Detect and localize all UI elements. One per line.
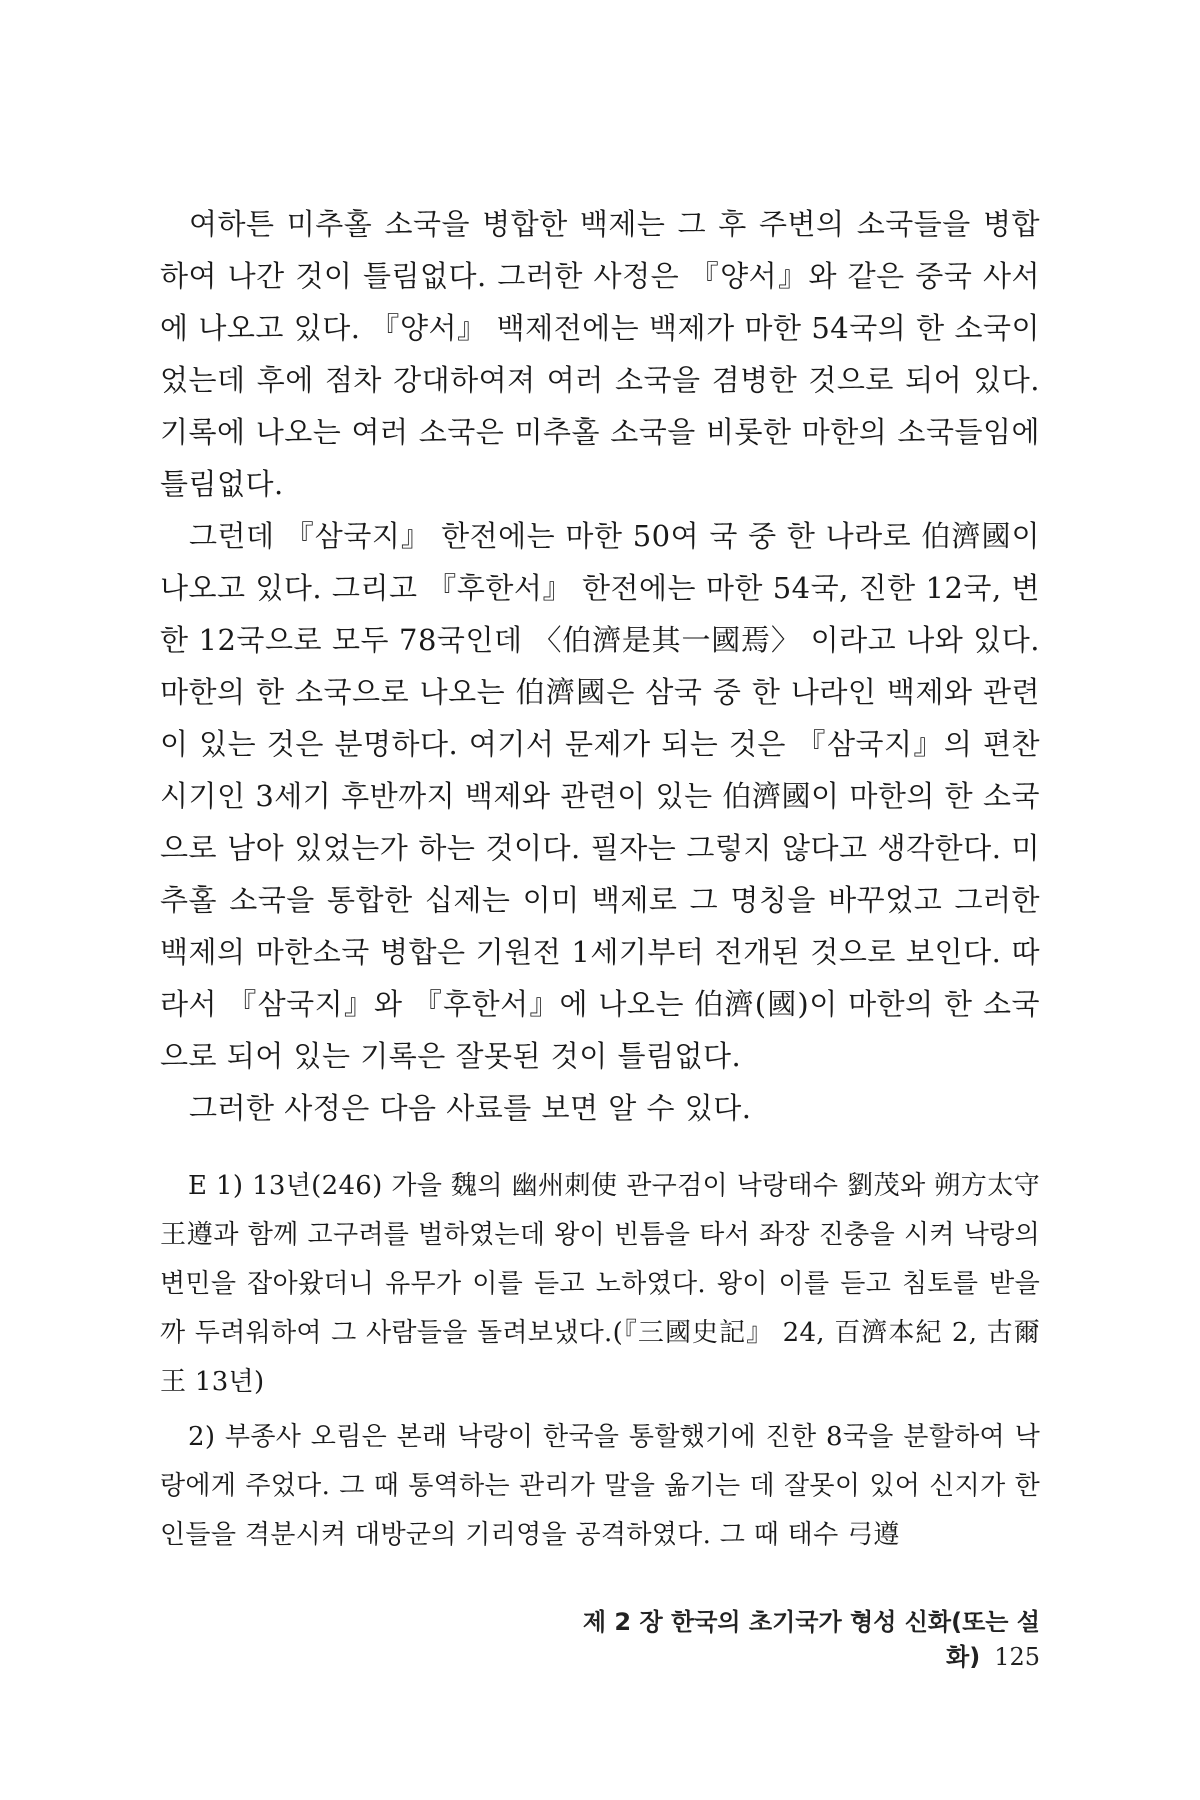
quote-e1: E 1) 13년(246) 가을 魏의 幽州刺使 관구검이 낙랑태수 劉茂와 朔方太守 王遵과 함께 고구려를 벌하였는데 왕이 빈틈을 타서 좌장 진충을 시켜 낙랑의 변민을 잡아왔더니 유무가 이를 듣고 노하였다. 왕이 이를 듣고 침토를 받을까 두려워하여 그 사람들을 돌려보냈다.(『三國史記』 24, 百濟本紀 2, 古爾王 13년) [160, 1171, 1040, 1397]
source-quotes [160, 1162, 1040, 1560]
chapter-title: 제 2 장 한국의 초기국가 형성 신화(또는 설화) [582, 1608, 1040, 1671]
page-footer [500, 1602, 1040, 1672]
paragraph-3: 그러한 사정은 다음 사료를 보면 알 수 있다. [189, 1091, 752, 1125]
paragraph-1: 여하튼 미추홀 소국을 병합한 백제는 그 후 주변의 소국들을 병합하여 나간 것이 틀림없다. 그러한 사정은 『양서』와 같은 중국 사서에 나오고 있다. 『양서』 백제전에는 백제가 마한 54국의 한 소국이었는데 후에 점차 강대하여져 여러 소국을 겸병한 것으로 되어 있다. 기록에 나오는 여러 소국은 미추홀 소국을 비롯한 마한의 소국들임에 틀림없다. [160, 207, 1040, 501]
quote-e2: 2) 부종사 오림은 본래 낙랑이 한국을 통할했기에 진한 8국을 분할하여 낙랑에게 주었다. 그 때 통역하는 관리가 말을 옮기는 데 잘못이 있어 신지가 한인들을 격분시켜 대방군의 기리영을 공격하였다. 그 때 태수 弓遵 [160, 1422, 1040, 1550]
main-text [160, 198, 1040, 1134]
paragraph-2: 그런데 『삼국지』 한전에는 마한 50여 국 중 한 나라로 伯濟國이 나오고 있다. 그리고 『후한서』 한전에는 마한 54국, 진한 12국, 변한 12국으로 모두 78국인데 〈伯濟是其一國焉〉 이라고 나와 있다. 마한의 한 소국으로 나오는 伯濟國은 삼국 중 한 나라인 백제와 관련이 있는 것은 분명하다. 여기서 문제가 되는 것은 『삼국지』의 편찬 시기인 3세기 후반까지 백제와 관련이 있는 伯濟國이 마한의 한 소국으로 남아 있었는가 하는 것이다. 필자는 그렇지 않다고 생각한다. 미추홀 소국을 통합한 십제는 이미 백제로 그 명칭을 바꾸었고 그러한 백제의 마한소국 병합은 기원전 1세기부터 전개된 것으로 보인다. 따라서 『삼국지』와 『후한서』에 나오는 伯濟(國)이 마한의 한 소국으로 되어 있는 기록은 잘못된 것이 틀림없다. [160, 519, 1040, 1073]
page-number: 125 [994, 1643, 1040, 1671]
